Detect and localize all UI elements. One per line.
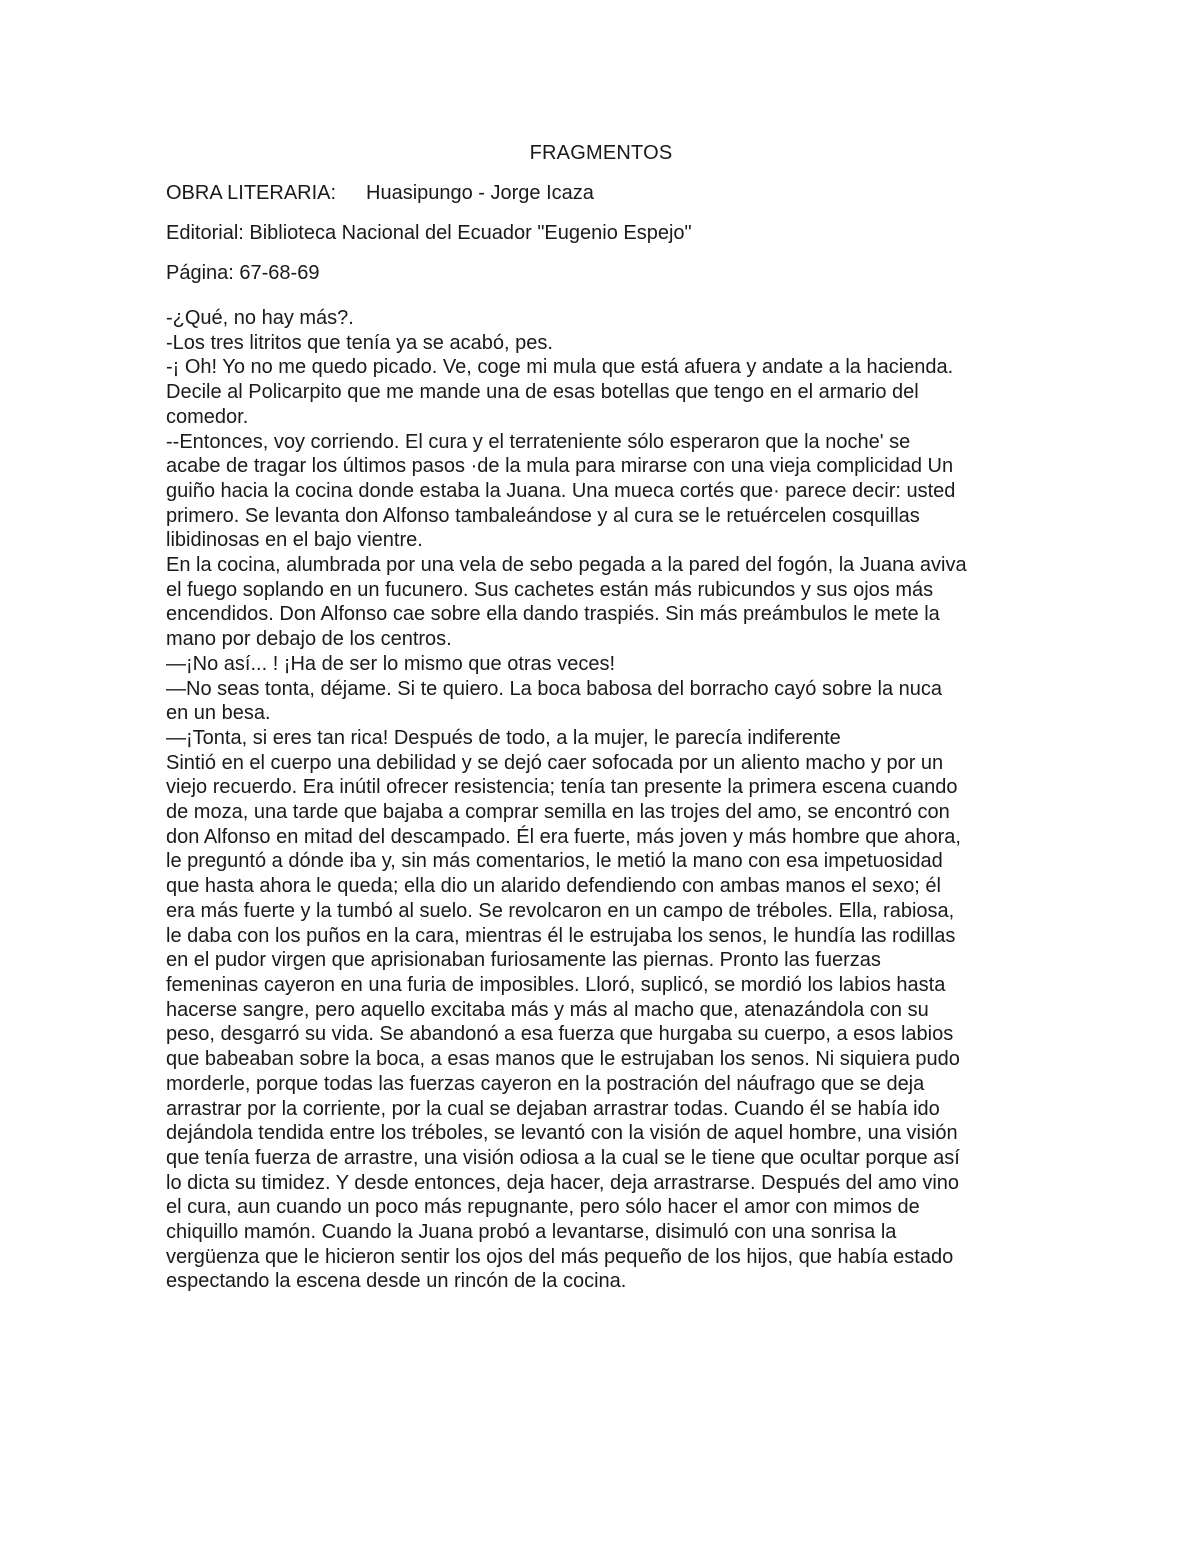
text-line: Sintió en el cuerpo una debilidad y se dejó caer sofocada por un aliento macho y por un — [166, 751, 944, 774]
text-line: chiquillo mamón. Cuando la Juana probó a levantarse, disimuló con una sonrisa la — [166, 1221, 897, 1244]
text-line: le daba con los puños en la cara, mientras él le estrujaba los senos, le hundía las rodillas — [166, 924, 956, 947]
pagina-line: Página: 67-68-69 — [166, 262, 320, 284]
text-line: femeninas cayeron en una furia de imposibles. Lloró, suplicó, se mordió los labios hasta — [166, 973, 946, 996]
text-line: era más fuerte y la tumbó al suelo. Se revolcaron en un campo de tréboles. Ella, rabiosa, — [166, 899, 955, 922]
text-line: libidinosas en el bajo vientre. — [166, 529, 423, 552]
text-line: espectando la escena desde un rincón de la cocina. — [166, 1270, 627, 1293]
text-line: Decile al Policarpito que me mande una de esas botellas que tengo en el armario del — [166, 381, 919, 404]
text-line: —¡No así... ! ¡Ha de ser lo mismo que otras veces! — [166, 652, 616, 675]
text-line: —¡Tonta, si eres tan rica! Después de todo, a la mujer, le parecía indiferente — [166, 726, 841, 749]
text-line: acabe de tragar los últimos pasos ·de la mula para mirarse con una vieja complicidad Un — [166, 455, 954, 478]
text-line: el cura, aun cuando un poco más repugnante, pero sólo hacer el amor con mimos de — [166, 1196, 920, 1219]
text-line: viejo recuerdo. Era inútil ofrecer resistencia; tenía tan presente la primera escena cuando — [166, 776, 958, 799]
text-line: dejándola tendida entre los tréboles, se levantó con la visión de aquel hombre, una visión — [166, 1122, 958, 1145]
document-page — [166, 140, 1036, 1294]
fragment-text — [166, 306, 1036, 1294]
text-line: de moza, una tarde que bajaba a comprar semilla en las trojes del amo, se encontró con — [166, 801, 950, 824]
text-line: vergüenza que le hicieron sentir los ojos del más pequeño de los hijos, que había estado — [166, 1245, 954, 1268]
document-title: FRAGMENTOS — [529, 142, 673, 164]
text-line: que babeaban sobre la boca, a esas manos que le estrujaban los senos. Ni siquiera pudo — [166, 1048, 960, 1071]
text-line: que tenía fuerza de arrastre, una visión odiosa a la cual se le tiene que ocultar porque así — [166, 1146, 960, 1169]
text-line: lo dicta su timidez. Y desde entonces, deja hacer, deja arrastrarse. Después del amo vino — [166, 1171, 960, 1194]
text-line: morderle, porque todas las fuerzas cayeron en la postración del náufrago que se deja — [166, 1072, 925, 1095]
text-line: en el pudor virgen que aprisionaban furiosamente las piernas. Pronto las fuerzas — [166, 949, 881, 972]
text-line: en un besa. — [166, 702, 271, 725]
text-line: -Los tres litritos que tenía ya se acabó, pes. — [166, 331, 553, 354]
text-line: comedor. — [166, 405, 249, 428]
text-line: mano por debajo de los centros. — [166, 628, 452, 651]
text-line: encendidos. Don Alfonso cae sobre ella dando traspiés. Sin más preámbulos le mete la — [166, 603, 940, 626]
text-line: don Alfonso en mitad del descampado. Él era fuerte, más joven y más hombre que ahora, — [166, 825, 961, 848]
editorial-line: Editorial: Biblioteca Nacional del Ecuador "Eugenio Espejo" — [166, 222, 692, 244]
text-line: peso, desgarró su vida. Se abandonó a esa fuerza que hurgaba su cuerpo, a esos labios — [166, 1023, 954, 1046]
text-line: primero. Se levanta don Alfonso tambaleándose y al cura se le retuércelen cosquillas — [166, 504, 920, 527]
obra-line — [166, 180, 1036, 206]
text-line: -¡ Oh! Yo no me quedo picado. Ve, coge mi mula que está afuera y andate a la hacienda. — [166, 356, 954, 379]
text-line: le preguntó a dónde iba y, sin más comentarios, le metió la mano con esa impetuosidad — [166, 850, 943, 873]
text-line: que hasta ahora le queda; ella dio un alarido defendiendo con ambas manos el sexo; él — [166, 875, 941, 898]
text-line: —No seas tonta, déjame. Si te quiero. La boca babosa del borracho cayó sobre la nuca — [166, 677, 943, 700]
text-line: -¿Qué, no hay más?. — [166, 307, 354, 329]
text-line: guiño hacia la cocina donde estaba la Juana. Una mueca cortés que· parece decir: usted — [166, 479, 956, 502]
text-line: hacerse sangre, pero aquello excitaba más y más al macho que, atenazándola con su — [166, 998, 929, 1021]
text-line: el fuego soplando en un fucunero. Sus cachetes están más rubicundos y sus ojos más — [166, 578, 934, 601]
obra-value: Huasipungo - Jorge Icaza — [366, 182, 594, 204]
text-line: --Entonces, voy corriendo. El cura y el terrateniente sólo esperaron que la noche' se — [166, 430, 911, 453]
obra-label: OBRA LITERARIA: — [166, 182, 337, 204]
text-line: arrastrar por la corriente, por la cual se dejaban arrastrar todas. Cuando él se había ido — [166, 1097, 940, 1120]
text-line: En la cocina, alumbrada por una vela de sebo pegada a la pared del fogón, la Juana aviva — [166, 554, 967, 577]
